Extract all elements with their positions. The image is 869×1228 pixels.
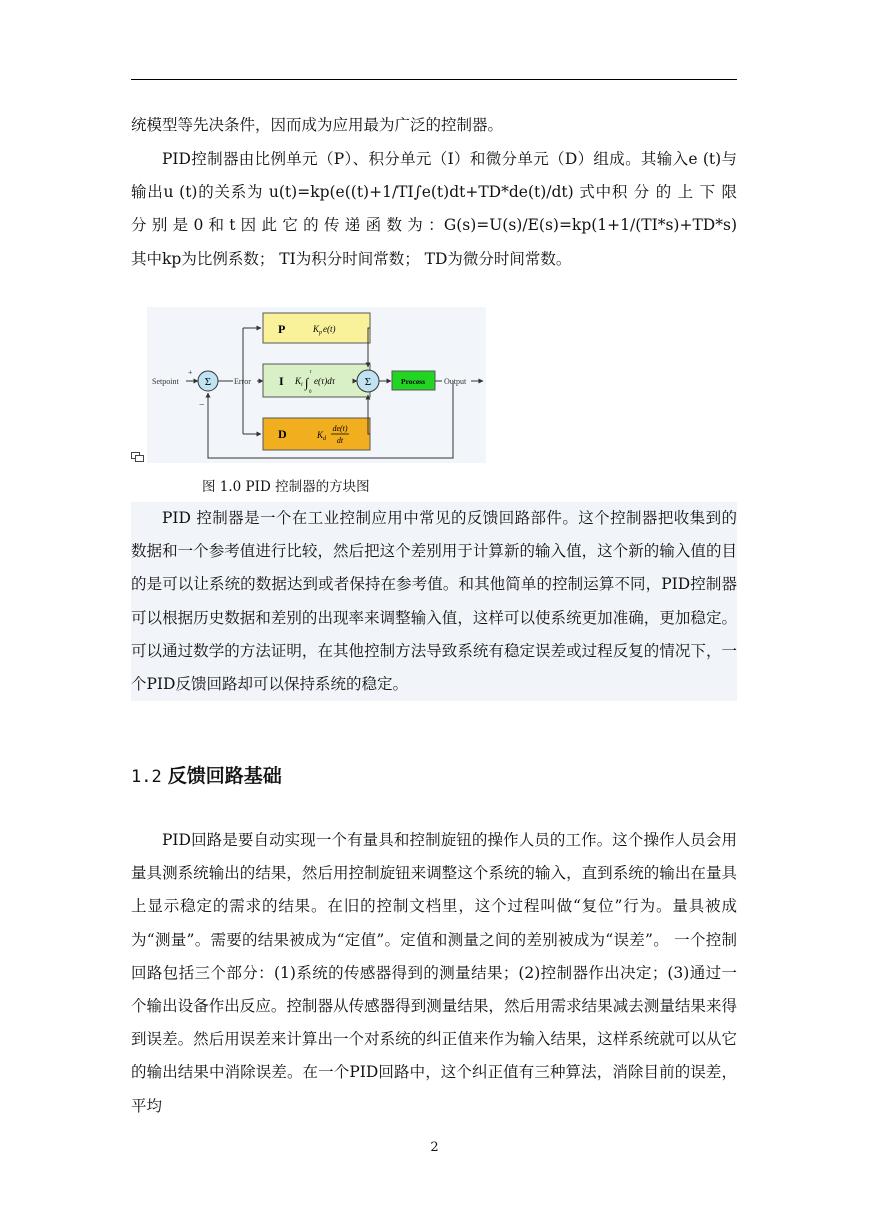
i-lower-limit: 0 — [309, 390, 312, 395]
process-label: Process — [400, 377, 426, 386]
setpoint-label: Setpoint — [152, 377, 179, 386]
figure-caption: 图 1.0 PID 控制器的方块图 — [202, 479, 370, 495]
p-label: P — [278, 322, 286, 336]
sum-symbol-2: Σ — [364, 376, 372, 388]
p-formula-rest: e(t) — [323, 324, 336, 334]
sum-symbol-1: Σ — [204, 376, 212, 388]
object-anchor-icon — [131, 452, 145, 462]
header-rule — [131, 79, 737, 80]
i-integral-sign: ∫ — [305, 375, 309, 390]
i-upper-limit: t — [310, 370, 312, 375]
paragraph-continuation: 统模型等先决条件，因而成为应用最为广泛的控制器。 — [131, 116, 504, 134]
plus-sign: + — [188, 368, 193, 377]
section-heading — [131, 763, 282, 790]
pid-block-diagram — [147, 307, 486, 463]
i-label: I — [279, 374, 284, 388]
paragraph-pid-formula: PID控制器由比例单元（P）、积分单元（I）和微分单元（D）组成。其输入e (t)与输出u (t)的关系为 u(t)=kp(e((t)+1/TI∫e(t)dt+TD*de(t)/dt) 式中积 分 的 上 下 限 分 别 是 0 和 t 因 此 它 的 传 递 函 数 为 ：G(s)=U(s)/E(s)=kp(1+1/(TI*s)+TD*s)其中kp为比例系数； TI为积分时间常数； TD为微分时间常数。 — [131, 150, 738, 268]
section-title: 反馈回路基础 — [167, 765, 282, 787]
page-number: 2 — [430, 1140, 439, 1155]
p-formula-k: K — [313, 324, 320, 334]
d-denominator: dt — [336, 436, 344, 445]
i-formula-rest: e(τ)dτ — [314, 376, 335, 386]
d-label: D — [278, 427, 287, 441]
minus-sign: − — [199, 400, 205, 411]
error-label: Error — [234, 377, 251, 386]
i-formula-k: K — [295, 376, 302, 386]
p-formula-sub: p — [319, 330, 322, 336]
d-formula-sub: d — [323, 436, 326, 442]
section-number: 1.2 — [131, 767, 162, 787]
paragraph-feedback-loop: PID回路是要自动实现一个有量具和控制旋钮的操作人员的工作。这个操作人员会用量具测系统输出的结果，然后用控制旋钮来调整这个系统的输入，直到系统的输出在量具上显示稳定的需求的结果。在旧的控制文档里，这个过程叫做“复位”行为。量具被成为“测量”。需要的结果被成为“定值”。定值和测量之间的差别被成为“误差”。 一个控制回路包括三个部分：(1)系统的传感器得到的测量结果；(2)控制器作出决定；(3)通过一个输出设备作出反应。控制器从传感器得到测量结果，然后用需求结果减去测量结果来得到误差。然后用误差来计算出一个对系统的纠正值来作为输入结果，这样系统就可以从它的输出结果中消除误差。在一个PID回路中，这个纠正值有三种算法，消除目前的误差，平均 — [131, 831, 737, 1115]
paragraph-pid-overview: PID 控制器是一个在工业控制应用中常见的反馈回路部件。这个控制器把收集到的数据和一个参考值进行比较，然后把这个差别用于计算新的输入值，这个新的输入值的目的是可以让系统的数据达到或者保持在参考值。和其他简单的控制运算不同，PID控制器可以根据历史数据和差别的出现率来调整输入值，这样可以使系统更加准确，更加稳定。可以通过数学的方法证明，在其他控制方法导致系统有稳定误差或过程反复的情况下，一个PID反馈回路却可以保持系统的稳定。 — [131, 502, 737, 701]
d-numerator: de(t) — [332, 424, 348, 433]
d-formula-k: K — [317, 430, 324, 440]
i-formula-sub: i — [301, 382, 303, 388]
output-label: Output — [444, 377, 467, 386]
